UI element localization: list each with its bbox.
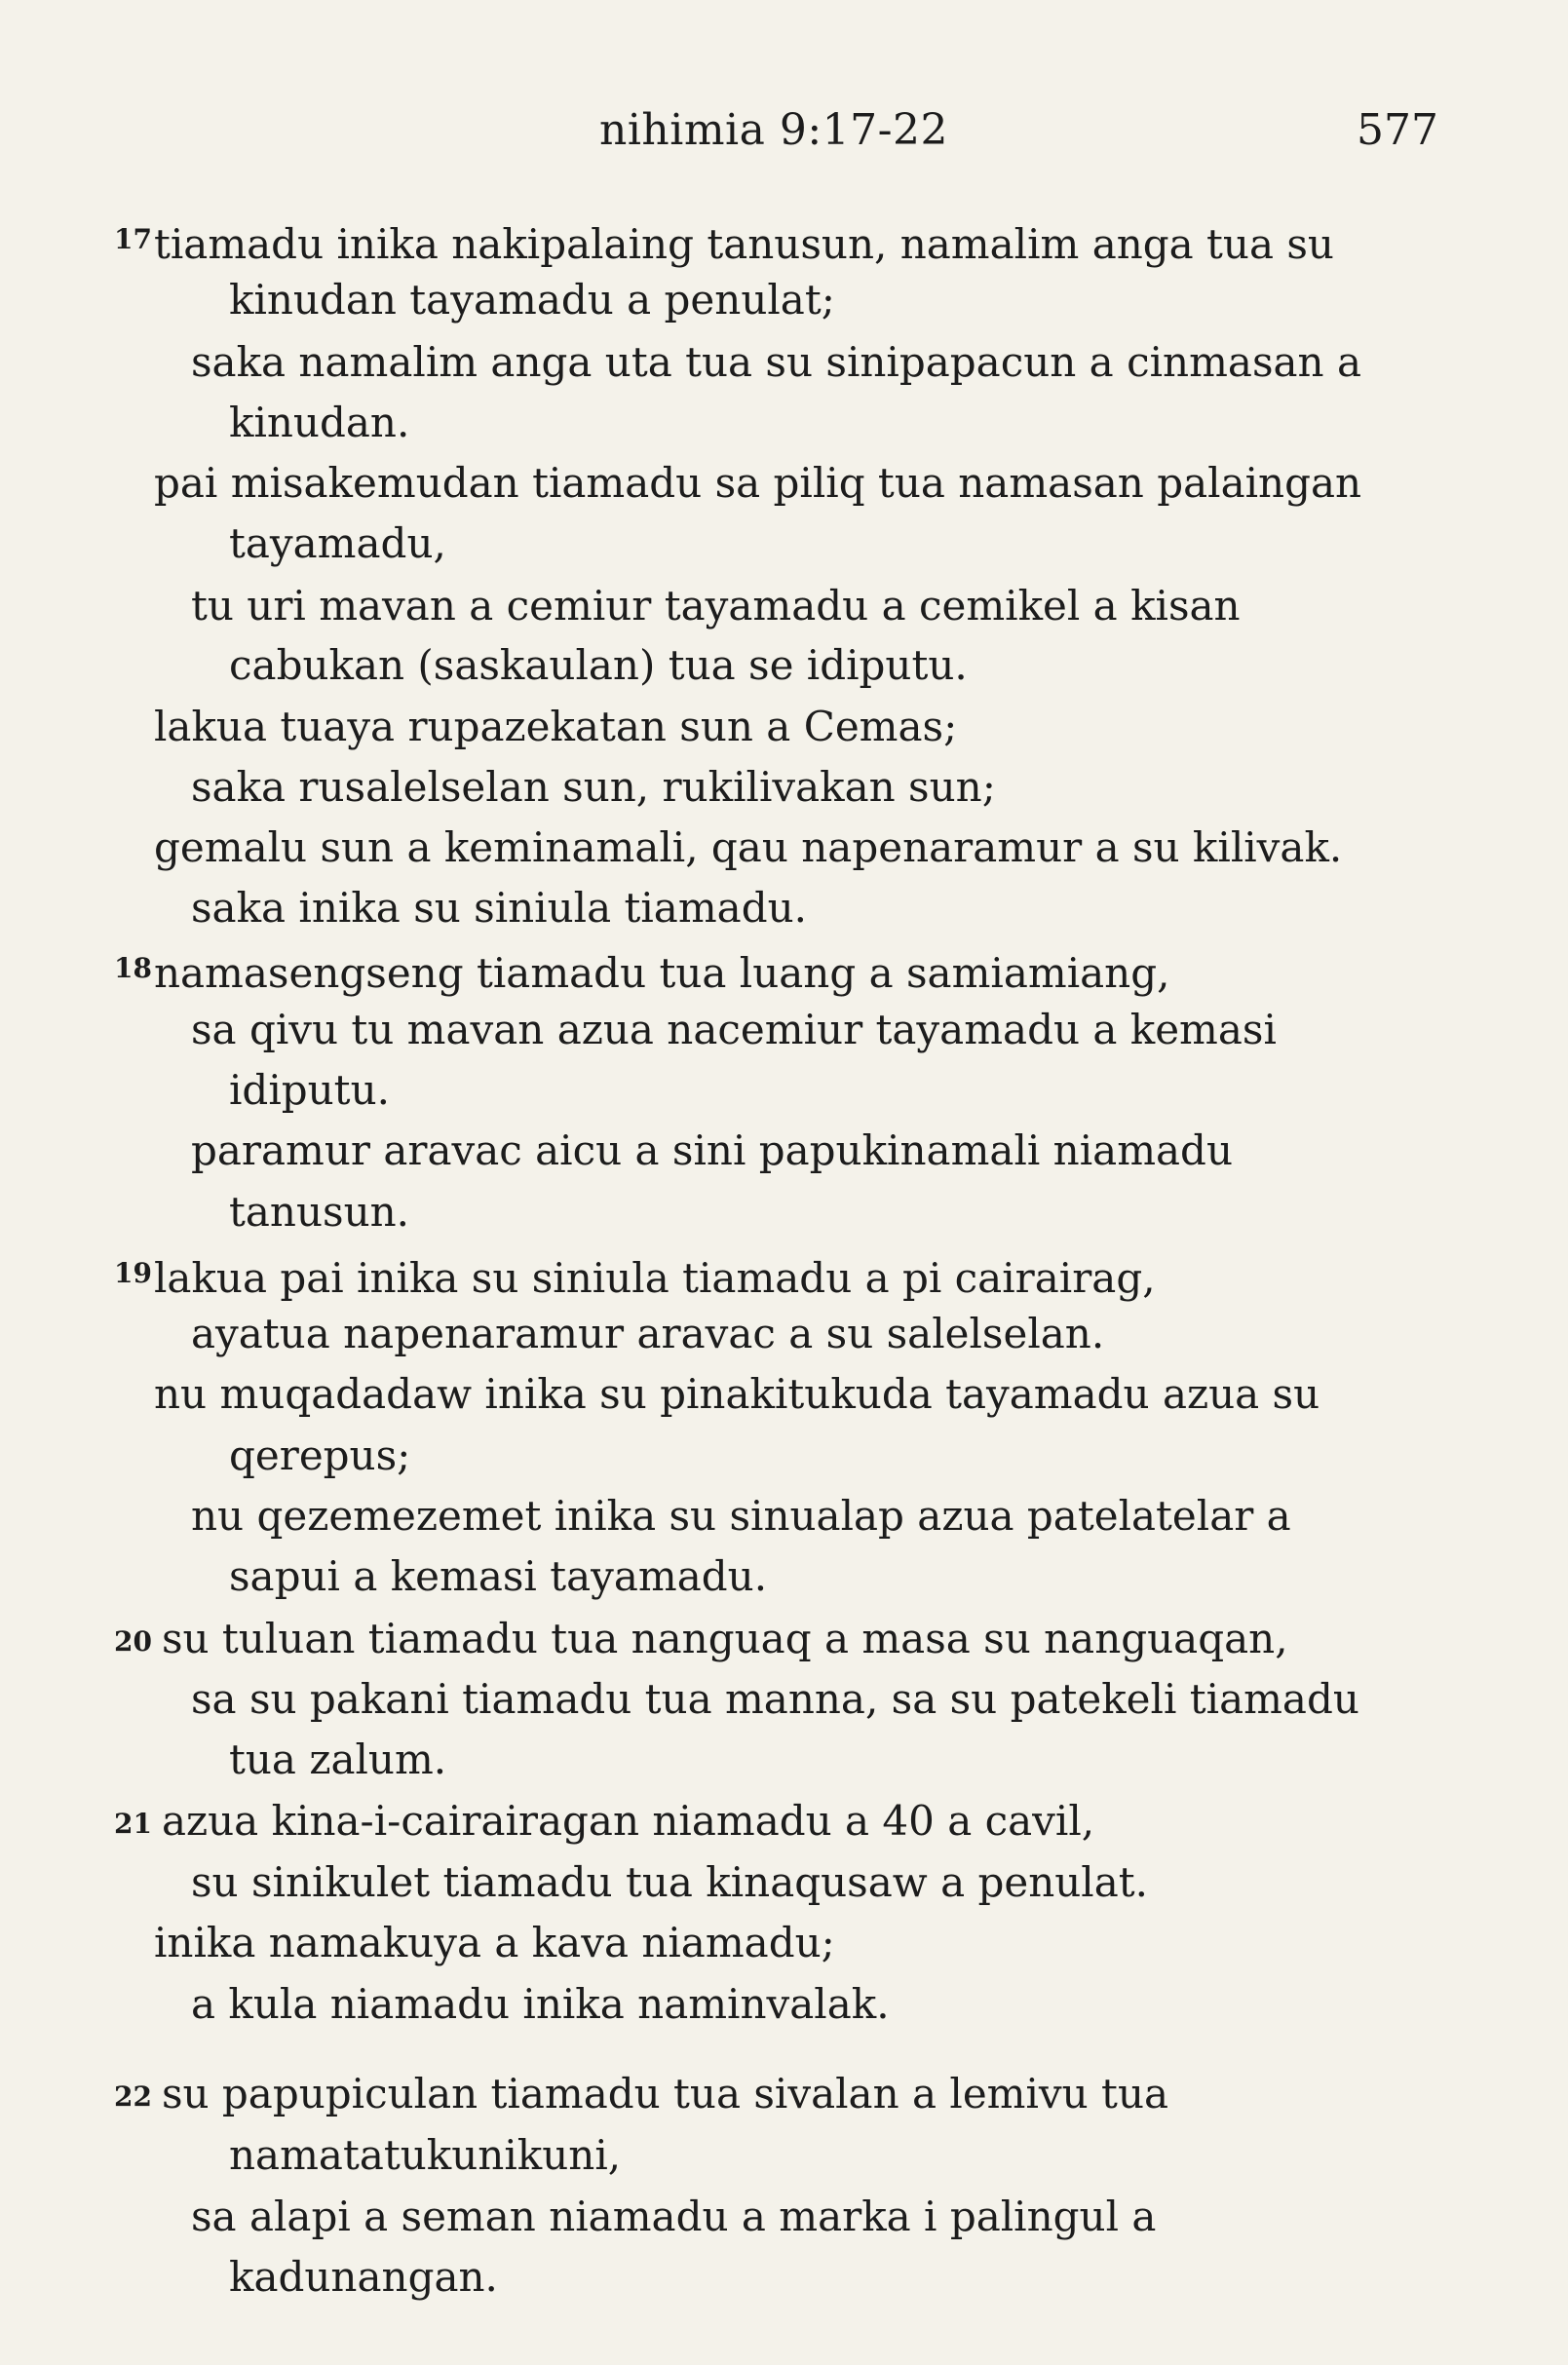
verse-line (229, 1549, 767, 1604)
verse-number: 17 (114, 223, 152, 255)
verse-line (154, 1916, 835, 1970)
verse-line (229, 2128, 621, 2183)
verse-line (114, 212, 1334, 272)
line-text: kinudan. (229, 399, 410, 446)
line-text: lakua tuaya rupazekatan sun a Cemas; (154, 703, 958, 750)
verse-line (191, 2190, 1156, 2244)
line-text: inika namakuya a kava niamadu; (154, 1919, 835, 1966)
verse-line (229, 1733, 446, 1787)
line-text: tua zalum. (229, 1736, 447, 1783)
verse-line (191, 1489, 1291, 1544)
verse-line (229, 638, 968, 693)
line-text: paramur aravac aicu a sini papukinamali niamadu (191, 1126, 1233, 1174)
verse-number: 19 (114, 1257, 152, 1289)
line-text: gemalu sun a keminamali, qau napenaramur a su kilivak. (154, 823, 1343, 871)
line-text: namatatukunikuni, (229, 2131, 622, 2179)
verse-line (114, 2067, 1168, 2124)
line-text: qerepus; (229, 1431, 411, 1479)
page-number: 577 (1357, 105, 1438, 155)
line-text: saka namalim anga uta tua su sinipapacun a cinmasan a (191, 338, 1361, 386)
line-text: namasengseng tiamadu tua luang a samiamiang, (153, 949, 1170, 997)
line-text: kadunangan. (229, 2253, 498, 2301)
verse-number: 22 (114, 2080, 152, 2113)
line-text: lakua pai inika su siniula tiamadu a pi cairairag, (153, 1254, 1156, 1302)
verse-line (191, 1003, 1277, 1057)
verse-number: 21 (114, 1808, 152, 1840)
line-text: tanusun. (229, 1188, 410, 1236)
verse-line (229, 1063, 390, 1118)
line-text: saka rusalelselan sun, rukilivakan sun; (191, 763, 996, 811)
running-title: nihimia 9:17-22 (599, 105, 948, 155)
line-text: azua kina-i-cairairagan niamadu a 40 a cavil, (161, 1797, 1095, 1845)
line-text: saka inika su siniula tiamadu. (191, 884, 807, 932)
verse-line (191, 1977, 890, 2032)
verse-line (229, 1185, 409, 1240)
verse-line (191, 1124, 1233, 1178)
verse-line (114, 1794, 1094, 1851)
line-text: nu muqadadaw inika su pinakitukuda tayamadu azua su (154, 1370, 1320, 1418)
verse-line (154, 1367, 1319, 1422)
verse-line (191, 1855, 1148, 1910)
line-text: sa alapi a seman niamadu a marka i palingul a (191, 2193, 1157, 2240)
verse-line (229, 516, 446, 571)
line-text: kinudan tayamadu a penulat; (229, 276, 835, 324)
verse-line (229, 396, 409, 450)
verse-line (191, 760, 996, 815)
verse-line (114, 1612, 1288, 1669)
line-text: pai misakemudan tiamadu sa piliq tua namasan palaingan (154, 459, 1362, 507)
line-text: tu uri mavan a cemiur tayamadu a cemikel a kisan (191, 582, 1241, 629)
verse-number: 18 (114, 952, 152, 984)
verse-line (154, 456, 1361, 511)
verse-line (191, 881, 807, 935)
line-text: tiamadu inika nakipalaing tanusun, namalim anga tua su (153, 220, 1334, 268)
verse-line (229, 273, 835, 327)
line-text: su tuluan tiamadu tua nanguaq a masa su nanguaqan, (161, 1615, 1288, 1662)
line-text: sapui a kemasi tayamadu. (229, 1552, 768, 1600)
verse-line (191, 1672, 1359, 1727)
verse-line (229, 1429, 410, 1483)
verse-line (191, 1307, 1104, 1361)
line-text: ayatua napenaramur aravac a su salelselan. (191, 1310, 1105, 1357)
line-text: sa su pakani tiamadu tua manna, sa su patekeli tiamadu (191, 1675, 1359, 1723)
verse-line (154, 700, 957, 754)
line-text: a kula niamadu inika naminvalak. (191, 1980, 890, 2028)
verse-line (114, 1246, 1156, 1306)
verse-line (191, 335, 1361, 390)
line-text: cabukan (saskaulan) tua se idiputu. (229, 641, 968, 689)
verse-line (114, 941, 1169, 1001)
verse-line (154, 820, 1342, 875)
line-text: sa qivu tu mavan azua nacemiur tayamadu a kemasi (191, 1006, 1277, 1053)
line-text: su papupiculan tiamadu tua sivalan a lemivu tua (161, 2070, 1169, 2117)
verse-line (191, 579, 1241, 633)
verse-number: 20 (114, 1625, 152, 1658)
line-text: su sinikulet tiamadu tua kinaqusaw a penulat. (191, 1858, 1148, 1906)
line-text: idiputu. (229, 1066, 390, 1114)
line-text: nu qezemezemet inika su sinualap azua patelatelar a (191, 1492, 1291, 1540)
verse-line (229, 2250, 498, 2305)
line-text: tayamadu, (229, 519, 446, 567)
